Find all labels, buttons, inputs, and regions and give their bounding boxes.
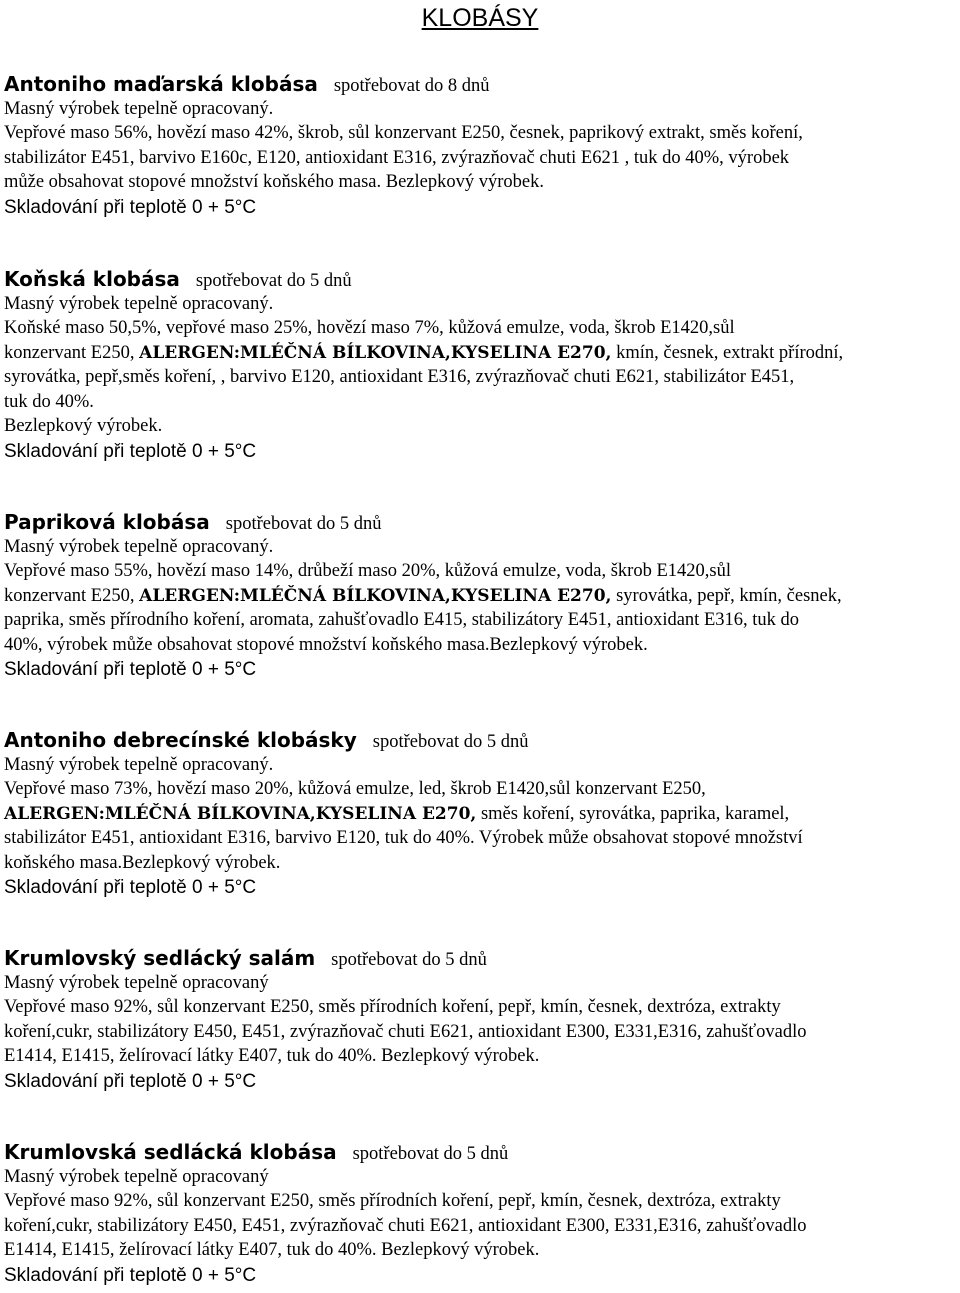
product-type: Masný výrobek tepelně opracovaný [4,973,269,993]
ingredient-line: Vepřové maso 55%, hovězí maso 14%, drůbeží maso 20%, kůžová emulze, voda, škrob E1420,sůl [4,561,731,581]
ingredient-line: Koňské maso 50,5%, vepřové maso 25%, hovězí maso 7%, kůžová emulze, voda, škrob E1420,sůl [4,318,735,338]
product-type: Masný výrobek tepelně opracovaný. [4,537,274,557]
product-ingredients [4,1189,956,1263]
product-name: Antoniho maďarská klobása [4,72,318,96]
product-expiry: spotřebovat do 8 dnů [333,76,490,96]
ingredient-line [4,584,956,609]
ingredient-line: E1414, E1415, želírovací látky E407, tuk do 40%. Bezlepkový výrobek. [4,1240,540,1260]
ingredient-line: E1414, E1415, želírovací látky E407, tuk do 40%. Bezlepkový výrobek. [4,1046,540,1066]
product-name: Papriková klobása [4,510,210,534]
storage-note: Skladování při teplotě 0 + 5°C [4,1264,257,1286]
product-name: Antoniho debrecínské klobásky [4,728,357,752]
ingredient-line: stabilizátor E451, antioxidant E316, barvivo E120, tuk do 40%. Výrobek může obsahovat stopové množství [4,828,803,848]
product-section [4,70,956,221]
product-section [4,265,956,465]
ingredient-line: 40%, výrobek může obsahovat stopové množství koňského masa.Bezlepkový výrobek. [4,634,648,655]
product-ingredients [4,777,956,875]
product-expiry: spotřebovat do 5 dnů [372,732,529,752]
product-type: Masný výrobek tepelně opracovaný [4,1167,269,1187]
product-expiry: spotřebovat do 5 dnů [195,271,352,291]
product-type: Masný výrobek tepelně opracovaný. [4,99,274,119]
product-section [4,1138,956,1289]
ingredient-line [4,802,956,827]
ingredient-line: stabilizátor E451, barvivo E160c, E120, antioxidant E316, zvýrazňovač chuti E621 , tuk do 40%, výrobek [4,147,790,168]
product-ingredients [4,559,956,657]
ingredient-line: může obsahovat stopové množství koňského masa. Bezlepkový výrobek. [4,172,544,192]
product-section [4,726,956,901]
ingredient-line: Bezlepkový výrobek. [4,416,163,436]
allergen-note: ALERGEN:MLÉČNÁ BÍLKOVINA,KYSELINA E270, [139,585,612,606]
product-section [4,508,956,683]
product-expiry: spotřebovat do 5 dnů [331,950,487,970]
ingredient-line: tuk do 40%. [4,391,94,412]
product-expiry: spotřebovat do 5 dnů [352,1144,509,1164]
storage-note: Skladování při teplotě 0 + 5°C [4,1070,257,1092]
ingredient-text: syrovátka, pepř, kmín, česnek, [611,585,842,606]
product-header [4,726,956,754]
ingredient-text: směs koření, syrovátka, paprika, karamel, [476,803,790,824]
ingredient-line: Vepřové maso 92%, sůl konzervant E250, směs přírodních koření, pepř, kmín, česnek, dextróza, extrakty [4,997,781,1017]
ingredient-line: Vepřové maso 73%, hovězí maso 20%, kůžová emulze, led, škrob E1420,sůl konzervant E250, [4,779,706,799]
product-ingredients [4,995,956,1069]
product-type: Masný výrobek tepelně opracovaný. [4,294,274,314]
storage-note: Skladování při teplotě 0 + 5°C [4,659,257,680]
product-name: Koňská klobása [4,267,180,291]
product-type: Masný výrobek tepelně opracovaný. [4,755,274,775]
ingredient-line [4,341,956,366]
ingredient-line: koření,cukr, stabilizátory E450, E451, zvýrazňovač chuti E621, antioxidant E300, E331,E316, zahušťovadlo [4,1021,807,1042]
product-header [4,508,956,536]
storage-note: Skladování při teplotě 0 + 5°C [4,196,257,218]
product-header [4,265,956,293]
storage-note: Skladování při teplotě 0 + 5°C [4,440,257,462]
product-header [4,70,956,98]
product-section [4,944,956,1095]
page-title: KLOBÁSY [421,4,539,32]
ingredient-line: Vepřové maso 92%, sůl konzervant E250, směs přírodních koření, pepř, kmín, česnek, dextróza, extrakty [4,1191,781,1211]
allergen-note: ALERGEN:MLÉČNÁ BÍLKOVINA,KYSELINA E270, [139,342,612,363]
storage-note: Skladování při teplotě 0 + 5°C [4,877,257,898]
ingredient-text: konzervant E250, [4,585,140,606]
product-ingredients [4,316,956,439]
ingredient-line: paprika, směs přírodního koření, aromata, zahušťovadlo E415, stabilizátory E451, antioxidant E316, tuk do [4,610,800,630]
product-name: Krumlovská sedlácká klobása [4,1140,337,1164]
allergen-note: ALERGEN:MLÉČNÁ BÍLKOVINA,KYSELINA E270, [4,803,477,824]
ingredient-line: koření,cukr, stabilizátory E450, E451, zvýrazňovač chuti E621, antioxidant E300, E331,E316, zahušťovadlo [4,1215,807,1236]
ingredient-line: syrovátka, pepř,směs koření, , barvivo E120, antioxidant E316, zvýrazňovač chuti E621, stabilizátor E451, [4,367,795,387]
product-expiry: spotřebovat do 5 dnů [225,514,382,534]
product-name: Krumlovský sedlácký salám [4,946,316,970]
ingredient-text: kmín, česnek, extrakt přírodní, [611,342,844,363]
product-header [4,1138,956,1166]
product-ingredients [4,121,956,195]
product-header [4,944,956,972]
ingredient-text: konzervant E250, [4,342,140,363]
ingredient-line: koňského masa.Bezlepkový výrobek. [4,852,281,873]
ingredient-line: Vepřové maso 56%, hovězí maso 42%, škrob, sůl konzervant E250, česnek, paprikový extrakt, směs koření, [4,123,803,143]
